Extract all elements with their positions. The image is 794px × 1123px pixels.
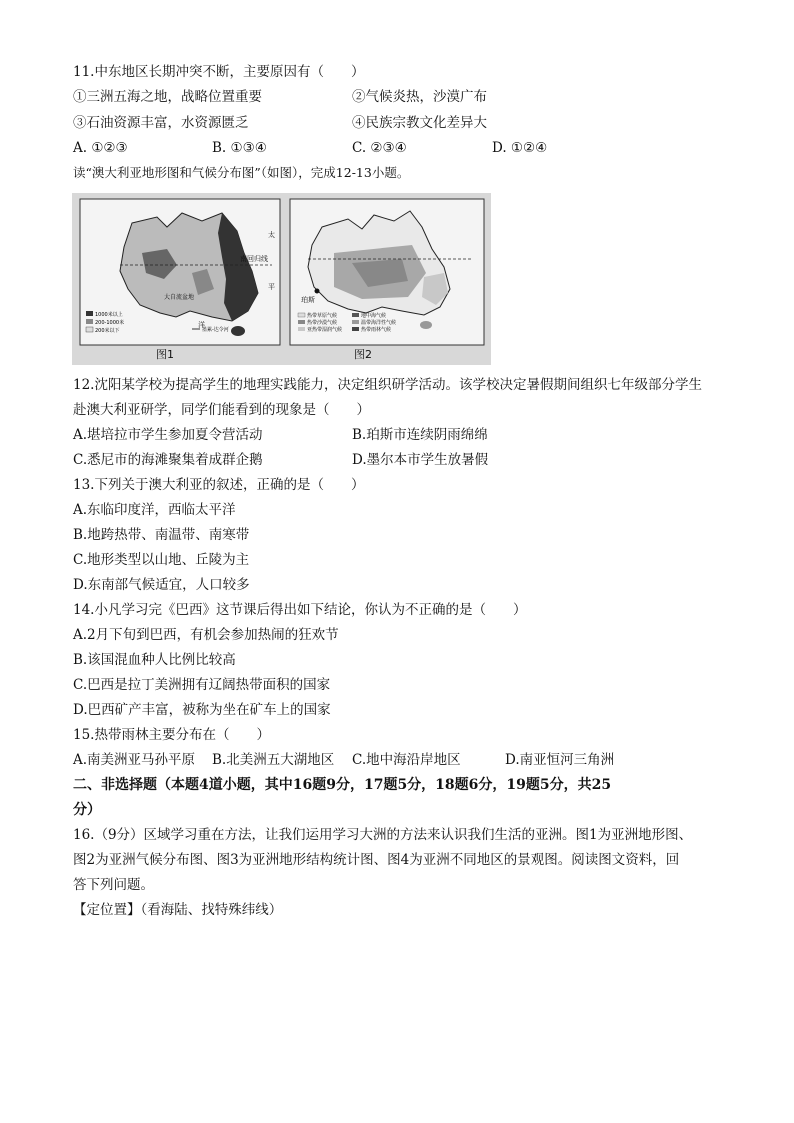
fig1-terrain-map bbox=[80, 199, 280, 345]
q16-locate-heading: 【定位置】（看海陆、找特殊纬线） bbox=[73, 902, 283, 918]
q12-option-d: D.墨尔本市学生放暑假 bbox=[352, 452, 489, 468]
q14-option-a: A.2月下旬到巴西，有机会参加热闹的狂欢节 bbox=[73, 627, 339, 643]
fig2-legend-4: 地中海气候 bbox=[361, 313, 387, 319]
q14-option-d: D.巴西矿产丰富，被称为坐在矿车上的国家 bbox=[73, 702, 331, 718]
fig2-caption: 图2 bbox=[354, 348, 372, 361]
q11-item-4: ④民族宗教文化差异大 bbox=[352, 115, 487, 131]
fig1-label-basin: 大自流盆地 bbox=[164, 294, 195, 301]
fig2-label-city: 珀斯 bbox=[301, 296, 315, 304]
q11-stem: 11.中东地区长期冲突不断，主要原因有（ ） bbox=[73, 64, 365, 80]
q11-item-3: ③石油资源丰富，水资源匮乏 bbox=[73, 115, 249, 131]
q13-option-c: C.地形类型以山地、丘陵为主 bbox=[73, 552, 250, 568]
fig1-label-ocean-right-2: 平 bbox=[268, 283, 275, 291]
fig1-legend-2: 200-1000米 bbox=[95, 320, 125, 326]
q15-option-a: A.南美洲亚马孙平原 bbox=[73, 752, 196, 768]
q14-option-b: B.该国混血种人比例比较高 bbox=[73, 652, 236, 668]
q15-option-b: B.北美洲五大湖地区 bbox=[212, 752, 335, 768]
fig2-legend-6: 热带雨林气候 bbox=[361, 327, 392, 333]
q12-stem-line-2: 赴澳大利亚研学，同学们能看到的现象是（ ） bbox=[73, 402, 370, 418]
q14-option-c: C.巴西是拉丁美洲拥有辽阔热带面积的国家 bbox=[73, 677, 331, 693]
fig1-label-ocean-bottom: 洋 bbox=[198, 321, 205, 329]
q13-stem: 13.下列关于澳大利亚的叙述，正确的是（ ） bbox=[73, 477, 365, 493]
fig1-label-tropic: 南回归线 bbox=[240, 255, 268, 263]
q12-option-b: B.珀斯市连续阴雨绵绵 bbox=[352, 427, 488, 443]
q14-stem: 14.小凡学习完《巴西》这节课后得出如下结论，你认为不正确的是（ ） bbox=[73, 602, 527, 618]
figure-intro: 读“澳大利亚地形图和气候分布图”（如图），完成12-13小题。 bbox=[73, 165, 410, 180]
fig2-legend-2: 热带沙漠气候 bbox=[307, 320, 338, 326]
q12-option-c: C.悉尼市的海滩聚集着成群企鹅 bbox=[73, 452, 263, 468]
q12-stem-line-1: 12.沈阳某学校为提高学生的地理实践能力，决定组织研学活动。该学校决定暑假期间组织七年级部分学生 bbox=[73, 377, 702, 393]
q13-option-a: A.东临印度洋，西临太平洋 bbox=[73, 502, 236, 518]
q13-option-b: B.地跨热带、南温带、南寒带 bbox=[73, 527, 250, 543]
q15-stem: 15.热带雨林主要分布在（ ） bbox=[73, 727, 270, 743]
fig1-legend-4: 墨累-达令河 bbox=[202, 327, 229, 333]
fig2-climate-map bbox=[290, 199, 484, 345]
q11-option-a: A. ①②③ bbox=[73, 140, 128, 156]
q16-line-2: 图2为亚洲气候分布图、图3为亚洲地形结构统计图、图4为亚洲不同地区的景观图。阅读图文资料，回 bbox=[73, 852, 680, 868]
fig2-legend-3: 亚热带湿润气候 bbox=[307, 327, 343, 333]
q11-option-c: C. ②③④ bbox=[352, 140, 407, 156]
q11-item-2: ②气候炎热，沙漠广布 bbox=[352, 89, 487, 105]
q16-line-1: 16.（9分）区域学习重在方法，让我们运用学习大洲的方法来认识我们生活的亚洲。图1为亚洲地形图、 bbox=[73, 827, 693, 843]
fig2-legend-1: 热带草原气候 bbox=[307, 313, 338, 319]
q11-item-1: ①三洲五海之地，战略位置重要 bbox=[73, 89, 262, 105]
fig1-legend-1: 1000米以上 bbox=[95, 312, 123, 318]
q15-option-d: D.南亚恒河三角洲 bbox=[505, 752, 615, 768]
section2-title-line-1: 二、非选择题（本题4道小题，其中16题9分，17题5分，18题6分，19题5分，共25 bbox=[73, 777, 612, 793]
section2-title-line-2: 分） bbox=[73, 802, 101, 818]
q16-line-3: 答下列问题。 bbox=[73, 877, 154, 893]
q12-option-a: A.堪培拉市学生参加夏令营活动 bbox=[73, 427, 263, 443]
australia-figure bbox=[72, 193, 491, 365]
q11-option-d: D. ①②④ bbox=[492, 140, 548, 156]
fig2-legend-5: 温带海洋性气候 bbox=[361, 320, 397, 326]
fig1-legend-3: 200米以下 bbox=[95, 328, 120, 334]
q11-option-b: B. ①③④ bbox=[212, 140, 267, 156]
q13-option-d: D.东南部气候适宜，人口较多 bbox=[73, 577, 250, 593]
fig1-label-ocean-right-1: 太 bbox=[268, 231, 275, 239]
fig1-caption: 图1 bbox=[156, 348, 174, 361]
q15-option-c: C.地中海沿岸地区 bbox=[352, 752, 461, 768]
